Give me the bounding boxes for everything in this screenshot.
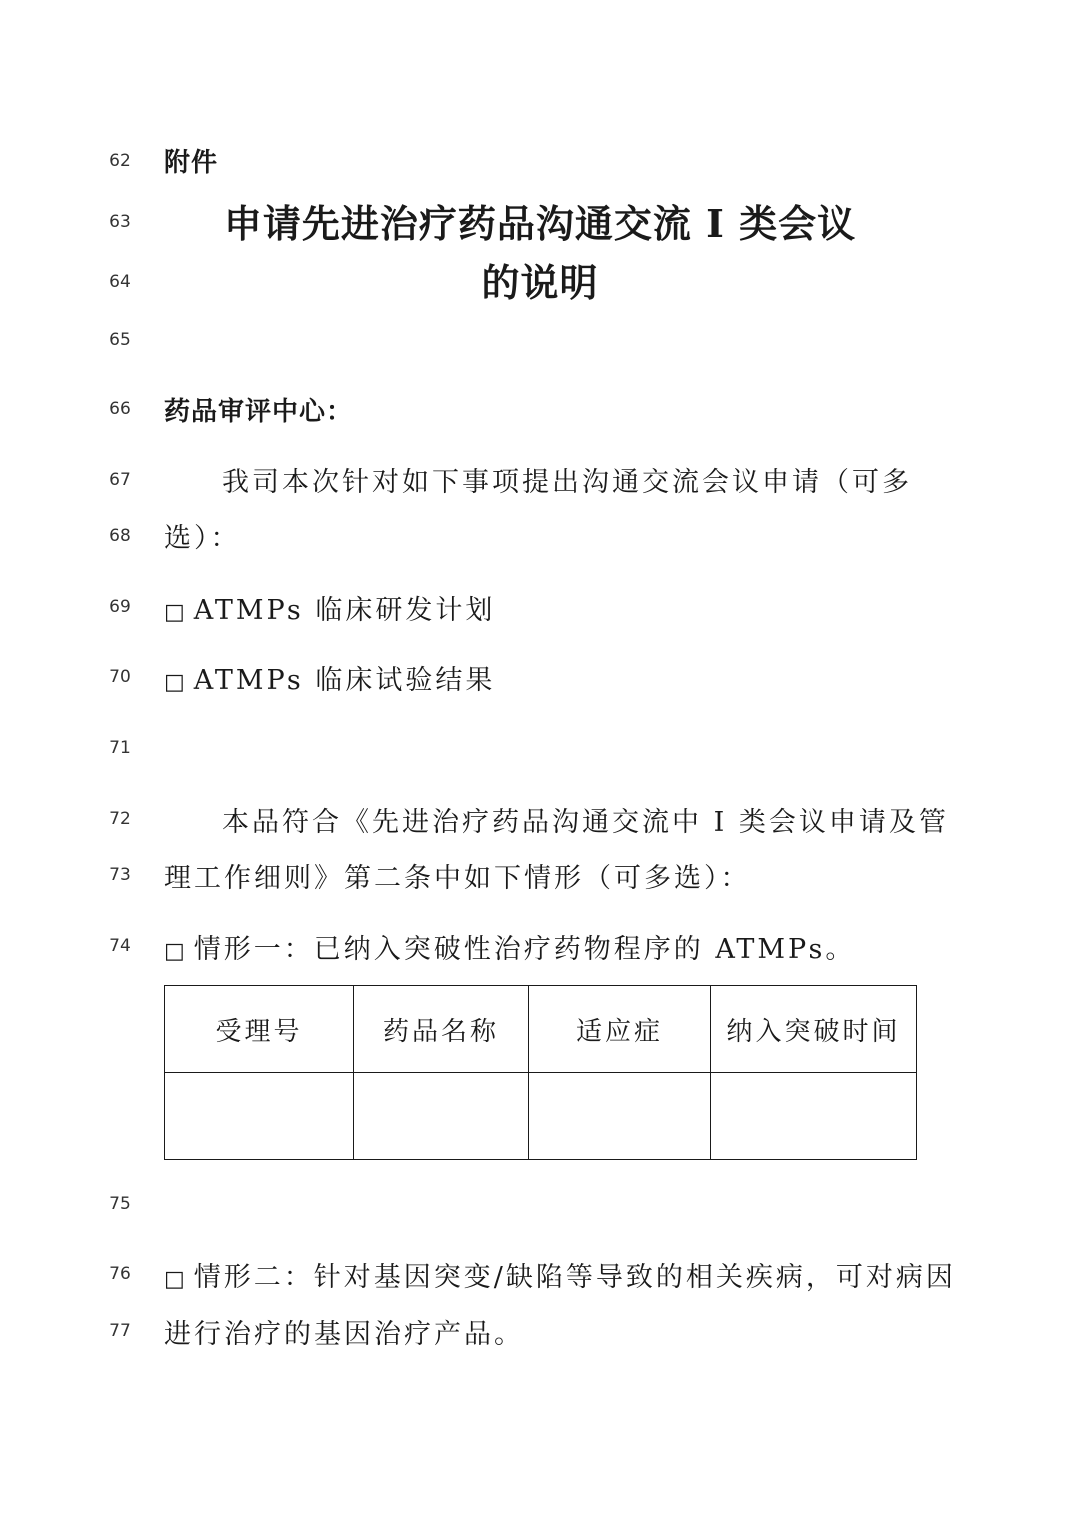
attachment-label: 附件 (164, 148, 219, 178)
checkbox-icon[interactable]: □ (164, 600, 188, 625)
document-title: 申请先进治疗药品沟通交流 I 类会议 (223, 201, 857, 246)
option-label: ATMPs 临床研发计划 (193, 595, 496, 626)
table-row (165, 1073, 917, 1160)
line-number: 68 (109, 526, 131, 546)
line-number: 70 (109, 667, 131, 687)
table-cell[interactable] (165, 1073, 354, 1160)
addressee: 药品审评中心： (164, 397, 354, 427)
table-header-cell: 药品名称 (354, 986, 529, 1073)
paragraph-intro-line2: 选）： (164, 523, 241, 554)
option-label: ATMPs 临床试验结果 (193, 665, 496, 696)
line-number: 69 (109, 597, 131, 617)
line-number: 77 (109, 1321, 131, 1341)
option-clinical-plan[interactable] (164, 588, 495, 627)
table-cell[interactable] (354, 1073, 529, 1160)
table-cell[interactable] (711, 1073, 917, 1160)
line-number: 76 (109, 1264, 131, 1284)
checkbox-icon[interactable]: □ (164, 1267, 188, 1292)
line-number: 62 (109, 151, 131, 171)
line-number: 65 (109, 330, 131, 350)
line-number: 67 (109, 470, 131, 490)
table-cell[interactable] (529, 1073, 711, 1160)
paragraph-conditions-line1: 本品符合《先进治疗药品沟通交流中 I 类会议申请及管 (222, 807, 949, 838)
line-number: 63 (109, 212, 131, 232)
case-one[interactable] (164, 927, 855, 966)
case-two-label-line2: 进行治疗的基因治疗产品。 (164, 1319, 524, 1350)
paragraph-conditions-line2: 理工作细则》第二条中如下情形（可多选）： (164, 863, 751, 894)
line-number: 72 (109, 809, 131, 829)
document-title-line2: 的说明 (481, 260, 599, 305)
case-two[interactable] (164, 1255, 956, 1294)
table-header-cell: 纳入突破时间 (711, 986, 917, 1073)
checkbox-icon[interactable]: □ (164, 939, 188, 964)
breakthrough-table (164, 985, 917, 1160)
line-number: 75 (109, 1194, 131, 1214)
line-number: 74 (109, 936, 131, 956)
table-header-cell: 适应症 (529, 986, 711, 1073)
case-two-label-line1: 情形二：针对基因突变/缺陷等导致的相关疾病，可对病因 (193, 1262, 956, 1293)
table-header-cell: 受理号 (165, 986, 354, 1073)
paragraph-intro-line1: 我司本次针对如下事项提出沟通交流会议申请（可多 (222, 467, 912, 498)
line-number: 73 (109, 865, 131, 885)
case-one-label: 情形一：已纳入突破性治疗药物程序的 ATMPs。 (193, 934, 856, 965)
line-number: 66 (109, 399, 131, 419)
line-number: 71 (109, 738, 131, 758)
checkbox-icon[interactable]: □ (164, 670, 188, 695)
line-number: 64 (109, 272, 131, 292)
table-header-row (165, 986, 917, 1073)
option-clinical-results[interactable] (164, 658, 495, 697)
